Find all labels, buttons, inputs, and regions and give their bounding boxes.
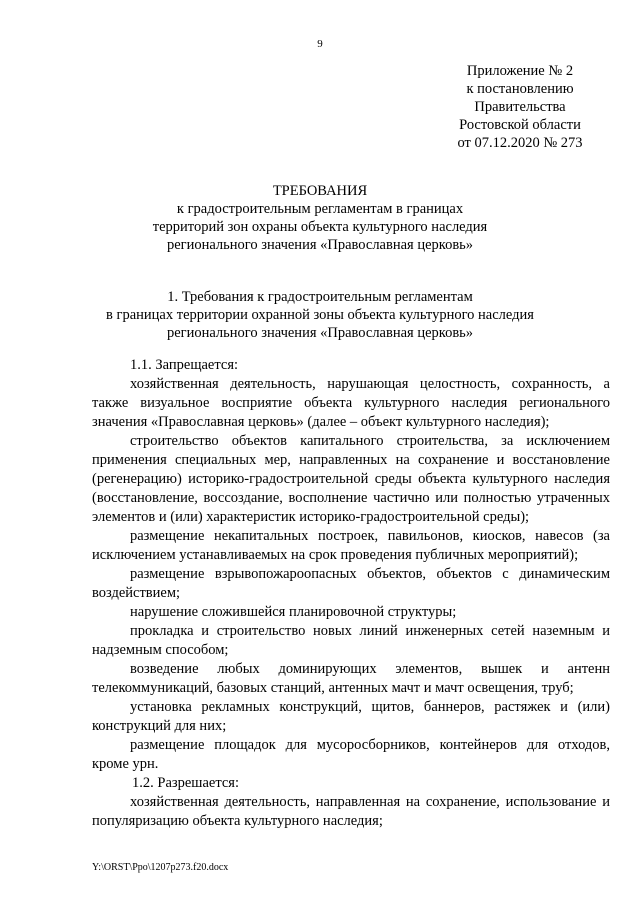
- body-paragraph: нарушение сложившейся планировочной структуры;: [130, 604, 457, 620]
- appendix-line: Ростовской области: [459, 117, 581, 133]
- appendix-line: Правительства: [474, 99, 566, 115]
- body-paragraph: хозяйственная деятельность, нарушающая целостность, сохранность, а также визуальное восприятие объекта культурного наследия регионального значения «Православная церковь» (далее – объект культурного наследия);: [92, 376, 610, 430]
- body-paragraph: хозяйственная деятельность, направленная на сохранение, использование и популяризацию объекта культурного наследия;: [92, 794, 610, 829]
- title-line: регионального значения «Православная церковь»: [166, 237, 474, 253]
- page-number: 9: [317, 38, 323, 50]
- body-paragraph: размещение площадок для мусоросборников, контейнеров для отходов, кроме урн.: [92, 737, 610, 772]
- section-line: регионального значения «Православная церковь»: [166, 325, 474, 341]
- subsection-label: 1.1. Запрещается:: [130, 357, 239, 373]
- body-paragraph: размещение взрывопожароопасных объектов, объектов с динамическим воздействием;: [92, 566, 610, 601]
- appendix-line: от 07.12.2020 № 273: [457, 135, 583, 151]
- body-paragraph: прокладка и строительство новых линий инженерных сетей наземным и надземным способом;: [92, 623, 610, 658]
- body-text: [92, 356, 610, 831]
- body-paragraph: установка рекламных конструкций, щитов, баннеров, растяжек и (или) конструкций для них;: [92, 699, 610, 734]
- appendix-header: [440, 62, 600, 152]
- subsection-label: 1.2. Разрешается:: [132, 775, 239, 791]
- body-paragraph: строительство объектов капитального строительства, за исключением применения специальных мер, направленных на сохранение и восстановление (регенерацию) историко-градостроительной среды объекта культурного наследия (восстановление, воссоздание, восполнение частично или полностью утраченных элементов и (или) характеристик историко-градостроительной среды);: [92, 433, 610, 525]
- section-line: в границах территории охранной зоны объекта культурного наследия: [106, 307, 534, 323]
- section-heading: [0, 288, 640, 342]
- appendix-line: к постановлению: [466, 81, 574, 97]
- title-line: территорий зон охраны объекта культурного наследия: [152, 219, 488, 235]
- title-line: к градостроительным регламентам в границах: [176, 201, 464, 217]
- title-heading: ТРЕБОВАНИЯ: [272, 183, 368, 199]
- file-path-footer: Y:\ORST\Ppo\1207p273.f20.docx: [92, 862, 229, 873]
- section-line: 1. Требования к градостроительным регламентам: [167, 289, 473, 305]
- appendix-line: Приложение № 2: [466, 63, 574, 79]
- document-title: [0, 182, 640, 254]
- body-paragraph: возведение любых доминирующих элементов, вышек и антенн телекоммуникаций, базовых станций, антенных мачт и мачт освещения, труб;: [92, 661, 610, 696]
- body-paragraph: размещение некапитальных построек, павильонов, киосков, навесов (за исключением устанавливаемых на срок проведения публичных мероприятий);: [92, 528, 610, 563]
